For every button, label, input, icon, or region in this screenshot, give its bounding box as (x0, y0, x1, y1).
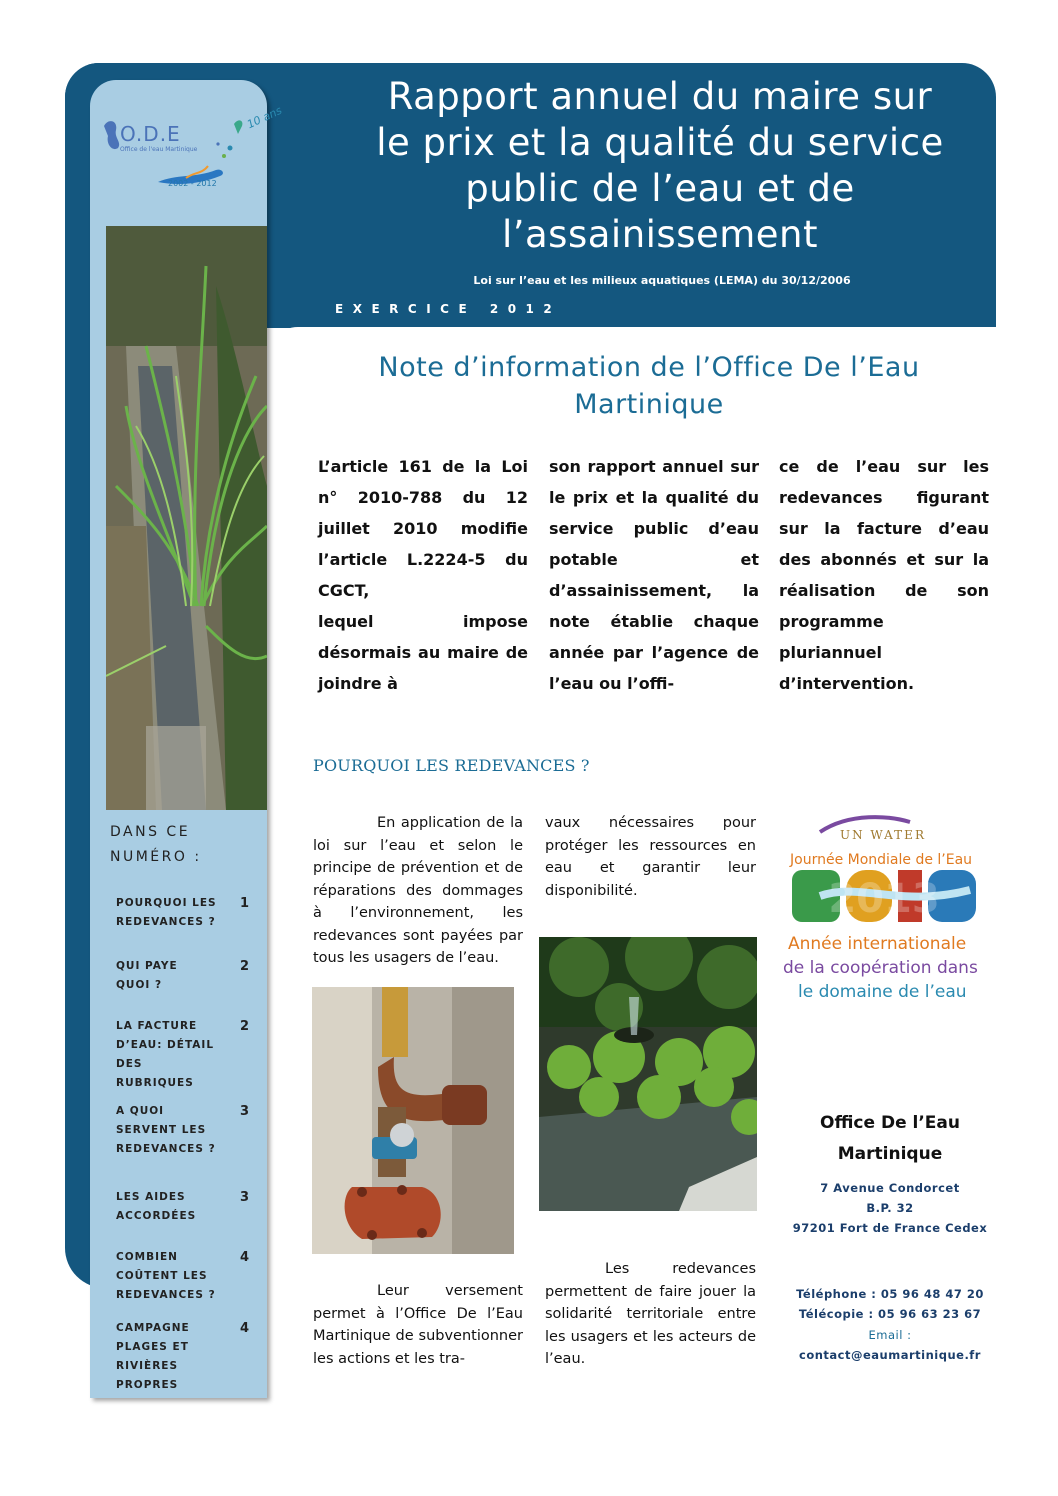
article-column-3: ce de l’eau sur les redevances figurant sur la facture d’eau des abonnés et sur la réalisation de son programme pluriannuel d’intervention. (779, 457, 989, 693)
toc-item-page: 2 (240, 959, 251, 974)
toc-item-label: QUI PAYE QUOI ? (116, 960, 178, 991)
title-line: Rapport annuel du maire sur (387, 75, 933, 118)
report-title (320, 74, 1000, 258)
law-reference: Loi sur l’eau et les milieux aquatiques (LEMA) du 30/12/2006 (473, 274, 851, 287)
unwater-line1: Journée Mondiale de l’Eau (790, 852, 973, 868)
section-paragraph-3: Leur versement permet à l’Office De l’Eau Martinique de subventionner les actions et les tra- (313, 1283, 523, 1367)
contact-organization: Office De l’Eau Martinique (820, 1113, 960, 1164)
contact-fax: Télécopie : 05 96 63 23 67 (798, 1307, 982, 1321)
unwater-year: 2013 (828, 876, 940, 922)
contact-address-line: 97201 Fort de France Cedex (792, 1221, 988, 1235)
toc-item-label: COMBIEN COÛTENT LES REDEVANCES ? (116, 1251, 216, 1301)
toc-item[interactable] (116, 894, 266, 932)
toc-item-label: LA FACTURE D’EAU: DÉTAIL DES RUBRIQUES (116, 1020, 215, 1089)
title-line: le prix et la qualité du service (376, 121, 944, 164)
toc-item-label: A QUOI SERVENT LES REDEVANCES ? (116, 1105, 216, 1155)
toc-title: DANS CE NUMÉRO : (110, 824, 202, 865)
toc-item-label: CAMPAGNE PLAGES ET RIVIÈRES PROPRES (116, 1322, 190, 1391)
toc-item[interactable] (116, 1319, 266, 1395)
world-water-day-logo (780, 812, 995, 1012)
section-paragraph-1: En application de la loi sur l’eau et selon le principe de prévention et de réparations des dommages à l’environnement, les redevances sont payées par tous les usagers de l’eau. (313, 815, 523, 966)
article-column-1 (318, 451, 528, 699)
toc-item-page: 3 (240, 1190, 251, 1205)
exercise-year: EXERCICE 2012 (335, 302, 562, 316)
toc-item[interactable] (116, 1017, 266, 1093)
toc-item[interactable] (116, 1188, 266, 1226)
logo-anniversary: 10 ans (244, 103, 284, 132)
note-title (316, 349, 982, 423)
pond-plants-photo (539, 937, 757, 1211)
article-text: lequel impose désormais au maire de joindre à (318, 612, 528, 693)
toc-item[interactable] (116, 1248, 266, 1305)
note-title-line: Note d’information de l’Office De l’Eau (378, 352, 920, 383)
toc-item-page: 4 (240, 1321, 251, 1336)
toc-item-label: POURQUOI LES REDEVANCES ? (116, 897, 217, 928)
river-channel-photo (106, 226, 267, 810)
water-meter-photo (312, 987, 514, 1254)
toc-item[interactable] (116, 957, 266, 995)
toc-item[interactable] (116, 1102, 266, 1159)
section-paragraph-2: vaux nécessaires pour protéger les ressources en eau et garantir leur disponibilité. (545, 815, 756, 899)
unwater-top-text: UN WATER (840, 828, 926, 842)
toc-item-page: 3 (240, 1104, 251, 1119)
toc-item-page: 2 (240, 1019, 251, 1034)
unwater-line4: le domaine de l’eau (798, 982, 967, 1002)
logo-years: 2002 - 2012 (168, 179, 217, 188)
toc-item-page: 4 (240, 1250, 251, 1265)
section-heading: POURQUOI LES REDEVANCES ? (313, 756, 590, 775)
article-text: L’article 161 de la Loi n° 2010-788 du 12 juillet 2010 modifie l’article L.2224-5 du CGCT, (318, 457, 528, 600)
contact-address-line: 7 Avenue Condorcet (820, 1181, 960, 1195)
title-line: public de l’eau et de (465, 167, 855, 210)
logo-subtitle: Office de l'eau Martinique (120, 146, 198, 153)
logo-name: O.D.E (120, 122, 181, 146)
toc-item-page: 1 (240, 896, 251, 911)
contact-phone: Téléphone : 05 96 48 47 20 (796, 1287, 984, 1301)
toc-item-label: LES AIDES ACCORDÉES (116, 1191, 197, 1222)
unwater-line2: Année internationale (788, 934, 967, 954)
section-paragraph-4: Les redevances permettent de faire jouer la solidarité territoriale entre les usagers et les acteurs de l’eau. (545, 1261, 756, 1367)
contact-address-line: B.P. 32 (866, 1201, 914, 1215)
contact-email-link[interactable]: contact@eaumartinique.fr (799, 1348, 981, 1362)
unwater-line3: de la coopération dans (783, 958, 978, 978)
title-line: l’assainissement (501, 213, 819, 256)
article-column-2: son rapport annuel sur le prix et la qualité du service public d’eau potable et d’assainissement, la note établie chaque année par l’agence de l’eau ou l’offi- (549, 457, 759, 693)
contact-email-label: Email : (868, 1328, 912, 1342)
note-title-line: Martinique (574, 389, 724, 420)
